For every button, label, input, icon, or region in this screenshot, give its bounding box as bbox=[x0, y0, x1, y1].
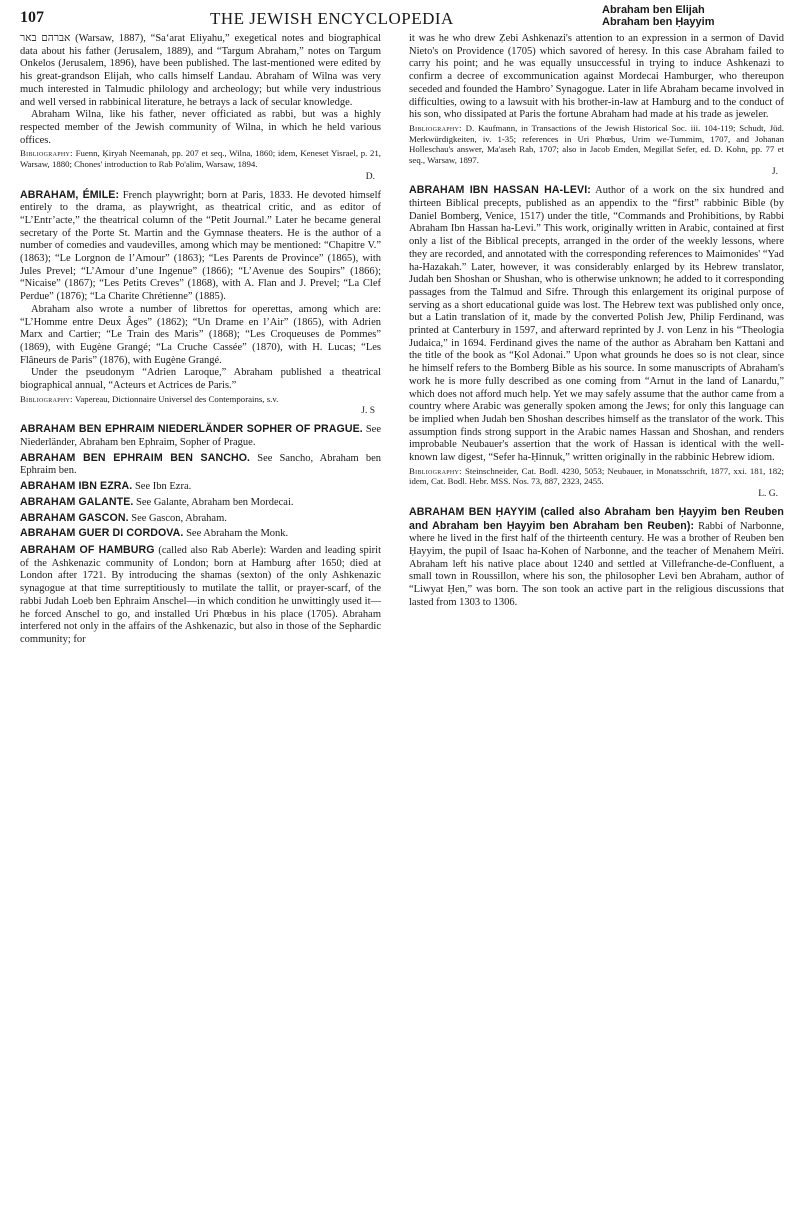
entry-continuation-paragraph: אברהם באר (Warsaw, 1887), “Sa‘arat Eliyahu,” exegetical notes and biographical data about his father (Jerusalem, 1889), and “Targum Abraham,” notes on Targum Onkelos (Jerusalem, 1896), have been published. The last-mentioned were edited by his great-grandson Elijah, who calls himself Landau. Abraham of Wilna was very much interested in Talmudic philology and archeology; but while very industrious and well versed in rabbinical literature, he betrays a lack of secular knowledge. bbox=[20, 33, 381, 108]
entry-paragraph: Abraham also wrote a number of librettos for operettas, among which are: “L’Homme entre Deux Âges” (1862); “Un Drame en l’Air” (1865), with Adrien Marx and Cartier; “Le Train des Maris” (1868); “Les Croqueuses de Pommes” (1869), with Eugène Grangé; “La Cruche Cassée” (1870), with H. Lucas; “Les Flâneurs de Paris” (1876), with Eugène Grangé. bbox=[20, 303, 381, 366]
entry-title: ABRAHAM GASCON. bbox=[20, 511, 129, 524]
cross-reference-link[interactable]: See Abraham the Monk. bbox=[186, 528, 289, 540]
entry-text: Rabbi of Narbonne, where he lived in the first half of the thirteenth century. He was a brother of Reuben ben Ḥayyim, the pupil of Isaac ha-Kohen of Narbonne, and the teacher of Menahem Meïri. Abraham left his native place about 1240 and settled at Villefranche-de-Confluent, a small town in Roussillon, where his son, the philosopher Levi ben Abraham, author of “Liwyat Ḥen,” was born. The son took an active part in the religious discussions that lasted from 1303 to 1306. bbox=[409, 520, 785, 608]
cross-reference-link[interactable]: See Niederländer, Abraham ben Ephraim, Sopher of Prague. bbox=[20, 424, 381, 449]
bibliography-text: Fuenn, Ḳiryah Neemanah, pp. 207 et seq., Wilna, 1860; idem, Keneset Yisrael, p. 21, Warsaw, 1880; Chones' introduction to Rab Po'alim, Warsaw, 1894. bbox=[20, 148, 381, 169]
bibliography-label: Bibliography: bbox=[409, 122, 462, 133]
entry-abraham-ibn-hassan bbox=[409, 184, 784, 500]
author-signature: L. G. bbox=[758, 488, 778, 499]
entry-abraham-of-hamburg bbox=[20, 544, 381, 647]
entry-text: French playwright; born at Paris, 1833. He devoted himself entirely to the drama, as playwright, as theatrical critic, and as editor of “L’Entr’acte,” the theatrical column of the “Petit Journal.” Later he became general secretary of the Porte St. Martin and the Gymnase theaters. He is the author of a number of comedies and vaudevilles, among which may be mentioned: “Chapitre V.” (1863); “Le Lorgnon de l’Amour” (1863); “Les Parents de Province” (1865), with Jules Prevel; “L’Amour d’une Ingenue” (1866); “L’Avenue des Soupirs” (1866); “Nicaise” (1867); “Les Petits Creves” (1868), with A. Flan and J. Prevel; “La Clef Perdue” (1876); “La Charite Chrétienne” (1885). bbox=[20, 189, 382, 303]
bibliography-label: Bibliography: bbox=[409, 465, 462, 476]
bibliography-label: Bibliography: bbox=[20, 148, 73, 159]
entry-title: ABRAHAM IBN EZRA. bbox=[20, 480, 133, 493]
entry-title: ABRAHAM GALANTE. bbox=[20, 495, 134, 508]
bibliography bbox=[20, 148, 381, 169]
cross-reference-entry bbox=[20, 423, 381, 449]
entry-title: ABRAHAM BEN EPHRAIM BEN SANCHO. bbox=[20, 451, 251, 464]
cross-reference-entry bbox=[20, 452, 381, 478]
page-title: THE JEWISH ENCYCLOPEDIA bbox=[210, 9, 454, 28]
author-signature: J. bbox=[771, 167, 778, 178]
entry-title: ABRAHAM GUER DI CORDOVA. bbox=[20, 527, 184, 540]
cross-reference-entry bbox=[20, 527, 381, 541]
entry-text: Warden and leading spirit of the Ashkenazic community of London; born at Hamburg after 1650; died at London after 1721. By introducing the shamas (sexton) of the only Ashkenazic synagogue at that time surreptitiously to mutilate the tallit, or prayer-scarf, of the rabbi Judah Loeb ben Ephraim Anschel—in which condition he unwittingly used it—he forced Anschel to go, and installed Uri Phœbus in his place (1705). Abraham interfered not only in the affairs of the Ashkenazic, but also in those of the Sephardic community; for bbox=[20, 544, 381, 645]
cross-reference-link[interactable]: See Sancho, Abraham ben Ephraim ben. bbox=[20, 452, 381, 477]
entry-abraham-ben-hayyim bbox=[409, 506, 784, 610]
entry-text: Author of a work on the six hundred and thirteen Biblical precepts, published as an appendix to the “first” rabbinic Bible (by Daniel Bomberg, Venice, 1517) under the title, “Commands and Prohibitions, by Rabbi Abraham Ibn Hassan ha-Levi.” This work, originally written in Arabic, contained at first only a list of the Biblical precepts, arranged in the order of the weekly lessons, where they are recorded, and annotated with the corresponding references to Maimonides' “Yad ha-Hazakah.” Later, however, it was considerably enlarged by its Hebrew translator, Judah ben Shoshan or Shushan, who is otherwise unknown; he added to it corresponding passages from the Talmud and Sifre. Through this enlargement its original purpose of serving as a short educational guide was lost. The Hebrew text was published only once, but a Latin translation of it, made by the converted Polish Jew, Philip Ferdinand, was printed at Canterbury in 1597, and afterward reprinted by J. von Lenz in his “Theologia Judaica,” in 1694. Ferdinand gives the name of the author as Abraham ben Kattani and the title of the book as “Ḳol Adonai.” Upon what grounds he does so is not clear, since he himself refers to the Bomberg Bible as his source. In some manuscripts of Abraham's work he is more fully described as one coming from “Arnut in the land of Lanardu,” which does not afford much help. Yet we may safely assume that the author came from a country where Arabic was generally spoken among the Jews; for only this language can be implied when Judah ben Shoshan describes himself as the translator of the work. This assumption finds strong support in the Arabic names Hassan and Shoshan, and renders improbable Neubauer's assertion that the work of Hassan is identical with the well-known law digest, “Sefer ha-Ḥinnuk,” written originally in the rabbinic Hebrew idiom. bbox=[409, 185, 785, 464]
bibliography-label: Bibliography: bbox=[20, 393, 73, 404]
bibliography bbox=[409, 466, 784, 487]
cross-reference-link[interactable]: See Gascon, Abraham. bbox=[131, 512, 227, 524]
author-signature: D. bbox=[365, 171, 375, 182]
left-column bbox=[20, 33, 381, 647]
entry-paragraph: Under the pseudonym “Adrien Laroque,” Abraham published a theatrical biographical annual, “Acteurs et Actrices de Paris.” bbox=[20, 367, 381, 392]
bibliography bbox=[20, 394, 381, 405]
bibliography-text: D. Kaufmann, in Transactions of the Jewish Historical Soc. iii. 104-119; Schudt, Jüd. Merkwürdigkeiten, iv. 1-35; references in Uri Phœbus, Urim we-Tummim, 1707, and Johanan Holleschau's answer, Ma'aseh Rab, 1707; also in Jacob Emden, Megillat Sefer, ed. D. Kohn, pp. 77 et seq., Warsaw, 1897. bbox=[409, 122, 784, 165]
entry-title: ABRAHAM IBN HASSAN HA-LEVI: bbox=[409, 184, 591, 197]
bibliography-text: Vapereau, Dictionnaire Universel des Contemporains, s.v. bbox=[74, 393, 279, 404]
entry-title: ABRAHAM OF HAMBURG bbox=[20, 543, 155, 556]
entry-paragraph: Abraham Wilna, like his father, never officiated as rabbi, but was a highly respected member of the Jewish community of Wilna, in which he held various offices. bbox=[20, 109, 381, 146]
entry-subtitle: (called also Abraham ben Ḥayyim ben Reuben and Abraham ben Ḥayyim ben Abraham ben Reuben): bbox=[409, 505, 784, 532]
entry-emile-abraham bbox=[20, 189, 381, 418]
running-head bbox=[602, 4, 714, 28]
right-column bbox=[409, 33, 784, 610]
cross-reference-link[interactable]: See Ibn Ezra. bbox=[134, 481, 192, 493]
entry-subtitle: (called also Rab Aberle): bbox=[158, 544, 267, 556]
running-head-first-entry: Abraham ben Elijah bbox=[602, 4, 705, 16]
bibliography-text: Steinschneider, Cat. Bodl. 4230, 5053; Neubauer, in Monatsschrift, 1877, xxi. 181, 182; idem, Cat. Bodl. Hebr. MSS. Nos. 73, 887, 2323, 2455. bbox=[409, 465, 784, 487]
cross-reference-entry bbox=[20, 496, 381, 510]
cross-reference-link[interactable]: See Galante, Abraham ben Mordecai. bbox=[136, 496, 294, 508]
cross-reference-entry bbox=[20, 512, 381, 526]
page-number: 107 bbox=[20, 9, 44, 26]
entry-title: ABRAHAM BEN EPHRAIM NIEDERLÄNDER SOPHER OF PRAGUE. bbox=[20, 423, 363, 436]
author-signature: J. S bbox=[361, 406, 375, 417]
entry-continuation-paragraph: it was he who drew Ẓebi Ashkenazi's attention to an expression in a sermon of David Nieto's on Providence (1705) which savored of heresy. In this case Abraham failed to carry his point; and he was equally unsuccessful in trying to induce Ashkenazi to confirm a decree of excommunication against Mordecai Hamburger, who thereupon seceded and founded the Hambro’ Synagogue. Later in life Abraham became involved in difficulties, owing to a lawsuit with his brother-in-law at Hamburg and to the conduct of his son, who dissipated at Paris the fortune Abraham had made at his trade as jeweler. bbox=[409, 33, 784, 121]
entry-title: ABRAHAM, ÉMILE: bbox=[20, 188, 120, 201]
page-header bbox=[0, 0, 800, 30]
cross-reference-entry bbox=[20, 480, 381, 494]
entry-title: ABRAHAM BEN ḤAYYIM bbox=[409, 505, 537, 518]
running-head-last-entry: Abraham ben Ḥayyim bbox=[602, 16, 715, 28]
bibliography bbox=[409, 123, 784, 165]
